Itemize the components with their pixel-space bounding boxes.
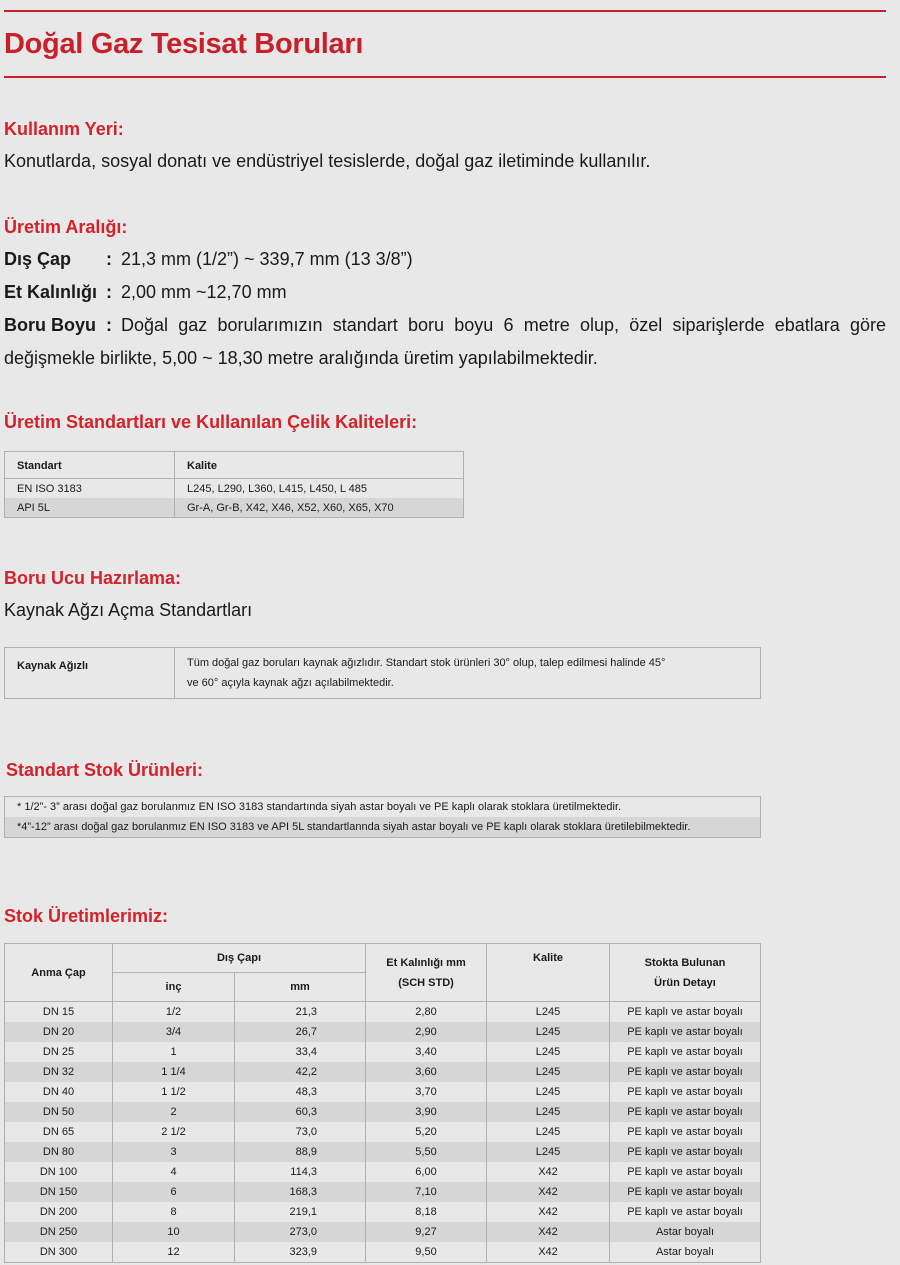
inch-cell: 3/4 bbox=[113, 1022, 235, 1042]
inch-cell: 1 1/2 bbox=[113, 1082, 235, 1102]
bevel-table bbox=[4, 647, 761, 699]
stock-note-2: *4”-12” arası doğal gaz borulanmız EN ISO 3183 ve API 5L standartlannda siyah astar boyalı ve PE kaplı olarak stoklara üretilebilmektedir. bbox=[5, 817, 760, 837]
detail-cell: Astar boyalı bbox=[610, 1222, 761, 1242]
detail-cell: PE kaplı ve astar boyalı bbox=[610, 1022, 761, 1042]
col-detail-line-1: Stokta Bulunan bbox=[644, 956, 726, 969]
stock-table bbox=[4, 943, 761, 1263]
nominal-cell: DN 80 bbox=[5, 1142, 113, 1162]
table-row bbox=[5, 498, 464, 518]
nominal-cell: DN 65 bbox=[5, 1122, 113, 1142]
grade-cell: L245 bbox=[487, 1142, 610, 1162]
col-wall-thickness bbox=[366, 944, 487, 1002]
mm-cell: 168,3 bbox=[235, 1182, 366, 1202]
table-row bbox=[5, 1022, 761, 1042]
stock-products-heading: Standart Stok Ürünleri: bbox=[6, 760, 204, 780]
table-header-row bbox=[5, 944, 761, 973]
wall-thickness-cell: 3,60 bbox=[366, 1062, 487, 1082]
table-row bbox=[5, 1102, 761, 1122]
mm-cell: 88,9 bbox=[235, 1142, 366, 1162]
col-outer-diameter: Dış Çapı bbox=[113, 944, 366, 973]
detail-cell: Astar boyalı bbox=[655, 1246, 715, 1258]
mm-cell: 114,3 bbox=[235, 1162, 366, 1182]
mm-cell: 21,3 bbox=[235, 1002, 366, 1023]
wall-thickness-value: 2,00 mm ~12,70 mm bbox=[121, 282, 287, 302]
stock-table-body bbox=[5, 1002, 761, 1263]
title-rule bbox=[4, 76, 886, 78]
grade-cell: L245, L290, L360, L415, L450, L 485 bbox=[187, 482, 368, 495]
wall-thickness-label: Et Kalınlığı bbox=[4, 282, 98, 302]
detail-cell: PE kaplı ve astar boyalı bbox=[627, 1206, 743, 1218]
standard-cell: EN ISO 3183 bbox=[5, 479, 175, 499]
detail-cell: PE kaplı ve astar boyalı bbox=[627, 1166, 743, 1178]
inch-cell: 1 1/4 bbox=[113, 1062, 235, 1082]
grade-cell: X42 bbox=[487, 1242, 610, 1263]
end-prep-subheading: Kaynak Ağzı Açma Standartları bbox=[4, 600, 253, 620]
inch-cell: 3 bbox=[113, 1142, 235, 1162]
table-row bbox=[5, 1142, 761, 1162]
grade-cell: X42 bbox=[487, 1202, 610, 1222]
nominal-cell: DN 100 bbox=[5, 1162, 113, 1182]
inch-cell: 1/2 bbox=[113, 1002, 235, 1023]
table-row bbox=[5, 1182, 761, 1202]
col-detail-line-2: Ürün Detayı bbox=[654, 976, 716, 989]
outer-diameter-label: Dış Çap bbox=[4, 249, 72, 269]
nominal-cell: DN 25 bbox=[5, 1042, 113, 1062]
col-grade: Kalite bbox=[175, 452, 464, 479]
grade-cell: L245 bbox=[487, 1102, 610, 1122]
table-row bbox=[5, 1002, 761, 1023]
inch-cell: 10 bbox=[113, 1222, 235, 1242]
col-wall-thickness-line-1: Et Kalınlığı mm bbox=[386, 956, 466, 969]
nominal-cell: DN 300 bbox=[5, 1242, 113, 1263]
grade-cell: X42 bbox=[487, 1182, 610, 1202]
standard-cell: API 5L bbox=[5, 498, 175, 518]
usage-text: Konutlarda, sosyal donatı ve endüstriyel tesislerde, doğal gaz iletiminde kullanılır. bbox=[4, 151, 651, 171]
nominal-cell: DN 150 bbox=[5, 1182, 113, 1202]
stock-note-1: * 1/2”- 3” arası doğal gaz borulanmız EN ISO 3183 standartında siyah astar boyalı ve PE kaplı olarak stoklara üretilmektedir. bbox=[17, 801, 622, 813]
nominal-cell: DN 15 bbox=[5, 1002, 113, 1023]
col-detail bbox=[610, 944, 761, 1002]
mm-cell: 42,2 bbox=[235, 1062, 366, 1082]
bevel-description bbox=[175, 648, 761, 699]
stock-table-heading: Stok Üretimlerimiz: bbox=[4, 906, 169, 926]
table-row bbox=[5, 1202, 761, 1222]
wall-thickness-cell: 2,80 bbox=[366, 1002, 487, 1023]
inch-cell: 2 bbox=[113, 1102, 235, 1122]
grade-cell: L245 bbox=[487, 1122, 610, 1142]
detail-cell: PE kaplı ve astar boyalı bbox=[627, 1126, 743, 1138]
wall-thickness-cell: 3,40 bbox=[366, 1042, 487, 1062]
table-row bbox=[5, 1222, 761, 1242]
grade-cell: X42 bbox=[487, 1162, 610, 1182]
inch-cell: 4 bbox=[113, 1162, 235, 1182]
nominal-cell: DN 32 bbox=[5, 1062, 113, 1082]
table-row bbox=[5, 479, 464, 499]
table-row bbox=[5, 648, 761, 699]
page-title: Doğal Gaz Tesisat Boruları bbox=[4, 28, 364, 60]
range-heading: Üretim Aralığı: bbox=[4, 217, 128, 237]
col-nominal: Anma Çap bbox=[5, 944, 113, 1002]
nominal-cell: DN 250 bbox=[5, 1222, 113, 1242]
standards-heading: Üretim Standartları ve Kullanılan Çelik Kaliteleri: bbox=[4, 412, 418, 432]
colon: : bbox=[106, 315, 112, 335]
bevel-line-2: ve 60° açıyla kaynak ağzı açılabilmektedir. bbox=[187, 677, 394, 689]
table-row bbox=[5, 1242, 761, 1263]
mm-cell: 60,3 bbox=[235, 1102, 366, 1122]
col-wall-thickness-line-2: (SCH STD) bbox=[398, 976, 454, 989]
grade-cell: X42 bbox=[487, 1222, 610, 1242]
detail-cell: PE kaplı ve astar boyalı bbox=[627, 1086, 743, 1098]
usage-heading: Kullanım Yeri: bbox=[4, 119, 124, 139]
bevel-label: Kaynak Ağızlı bbox=[5, 648, 175, 699]
top-rule bbox=[4, 10, 886, 12]
nominal-cell: DN 50 bbox=[5, 1102, 113, 1122]
outer-diameter-row bbox=[4, 243, 886, 276]
wall-thickness-cell: 9,27 bbox=[366, 1222, 487, 1242]
col-inch: inç bbox=[113, 973, 235, 1002]
inch-cell: 8 bbox=[113, 1202, 235, 1222]
wall-thickness-cell: 5,50 bbox=[366, 1142, 487, 1162]
colon: : bbox=[106, 249, 112, 269]
table-row bbox=[5, 1042, 761, 1062]
inch-cell: 6 bbox=[113, 1182, 235, 1202]
mm-cell: 33,4 bbox=[235, 1042, 366, 1062]
mm-cell: 273,0 bbox=[235, 1222, 366, 1242]
stock-notes bbox=[4, 796, 761, 838]
table-row bbox=[5, 1122, 761, 1142]
end-prep-heading: Boru Ucu Hazırlama: bbox=[4, 568, 182, 588]
mm-cell: 323,9 bbox=[235, 1242, 366, 1263]
wall-thickness-cell: 6,00 bbox=[366, 1162, 487, 1182]
nominal-cell: DN 200 bbox=[5, 1202, 113, 1222]
mm-cell: 48,3 bbox=[235, 1082, 366, 1102]
pipe-length-row bbox=[4, 309, 886, 375]
detail-cell: PE kaplı ve astar boyalı bbox=[627, 1046, 743, 1058]
detail-cell: PE kaplı ve astar boyalı bbox=[627, 1006, 743, 1018]
wall-thickness-row bbox=[4, 276, 886, 309]
mm-cell: 219,1 bbox=[235, 1202, 366, 1222]
standards-table bbox=[4, 451, 464, 518]
detail-cell: PE kaplı ve astar boyalı bbox=[610, 1102, 761, 1122]
nominal-cell: DN 40 bbox=[5, 1082, 113, 1102]
colon: : bbox=[106, 282, 112, 302]
grade-cell: Gr-A, Gr-B, X42, X46, X52, X60, X65, X70 bbox=[175, 498, 464, 518]
inch-cell: 12 bbox=[113, 1242, 235, 1263]
grade-cell: L245 bbox=[487, 1022, 610, 1042]
detail-cell: PE kaplı ve astar boyalı bbox=[610, 1062, 761, 1082]
col-mm: mm bbox=[235, 973, 366, 1002]
table-row bbox=[5, 1062, 761, 1082]
wall-thickness-cell: 2,90 bbox=[366, 1022, 487, 1042]
pipe-length-value: Doğal gaz borularımızın standart boru boyu 6 metre olup, özel siparişlerde ebatlara göre değişmekle birlikte, 5,00 ~ 18,30 metre aralığında üretim yapılabilmektedir. bbox=[4, 315, 886, 368]
grade-cell: L245 bbox=[487, 1002, 610, 1023]
grade-cell: L245 bbox=[487, 1042, 610, 1062]
table-row bbox=[5, 1162, 761, 1182]
grade-cell: L245 bbox=[487, 1062, 610, 1082]
mm-cell: 73,0 bbox=[235, 1122, 366, 1142]
wall-thickness-cell: 8,18 bbox=[366, 1202, 487, 1222]
detail-cell: PE kaplı ve astar boyalı bbox=[610, 1182, 761, 1202]
range-specs bbox=[4, 243, 886, 375]
detail-cell: PE kaplı ve astar boyalı bbox=[610, 1142, 761, 1162]
wall-thickness-cell: 5,20 bbox=[366, 1122, 487, 1142]
inch-cell: 1 bbox=[113, 1042, 235, 1062]
table-row bbox=[5, 1082, 761, 1102]
nominal-cell: DN 20 bbox=[5, 1022, 113, 1042]
inch-cell: 2 1/2 bbox=[113, 1122, 235, 1142]
col-grade: Kalite bbox=[487, 944, 610, 1002]
mm-cell: 26,7 bbox=[235, 1022, 366, 1042]
wall-thickness-cell: 3,70 bbox=[366, 1082, 487, 1102]
outer-diameter-value: 21,3 mm (1/2”) ~ 339,7 mm (13 3/8”) bbox=[121, 249, 413, 269]
wall-thickness-cell: 3,90 bbox=[366, 1102, 487, 1122]
table-header-row bbox=[5, 452, 464, 479]
col-standard: Standart bbox=[5, 452, 175, 479]
bevel-line-1: Tüm doğal gaz boruları kaynak ağızlıdır. Standart stok ürünleri 30° olup, talep edilmesi halinde 45° bbox=[187, 657, 666, 669]
grade-cell: L245 bbox=[487, 1082, 610, 1102]
wall-thickness-cell: 7,10 bbox=[366, 1182, 487, 1202]
wall-thickness-cell: 9,50 bbox=[366, 1242, 487, 1263]
pipe-length-label: Boru Boyu bbox=[4, 315, 96, 335]
